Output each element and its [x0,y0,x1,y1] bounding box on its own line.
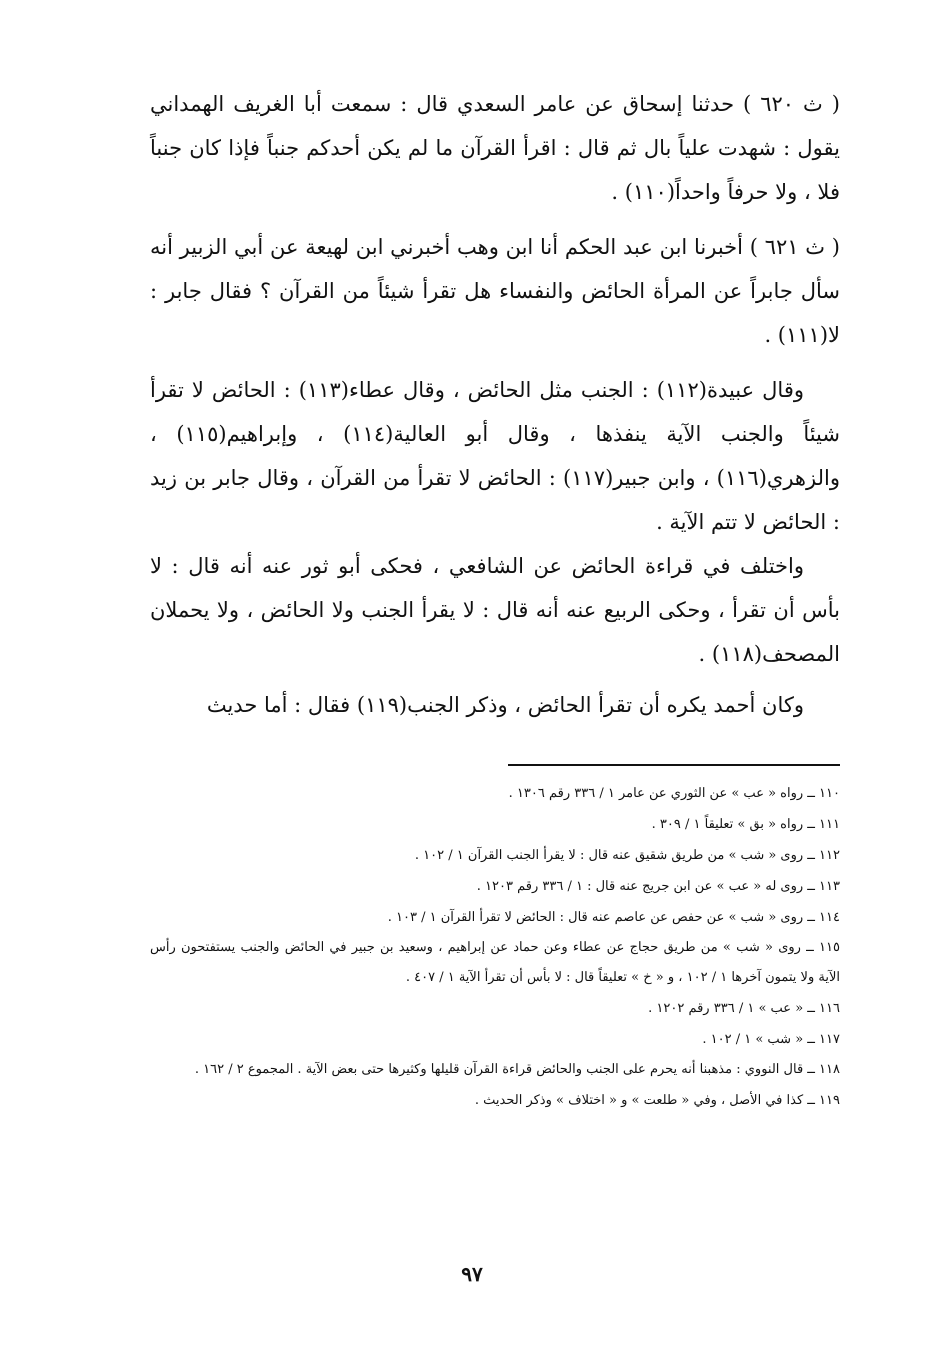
footnote-116: ١١٦ ــ « عب » ١ / ٣٣٦ رقم ١٢٠٢ . [648,1001,840,1016]
main-text-body [150,82,840,727]
shafii-disagreement-paragraph: واختلف في قراءة الحائض عن الشافعي ، فحكى أبو ثور عنه أنه قال : لا بأس أن تقرأ ، وحكى الربيع عنه أنه قال : لا يقرأ الجنب ولا الحائض ، ولا يحملان المصحف(١١٨) . [150,554,840,666]
ahmad-opinion-paragraph: وكان أحمد يكره أن تقرأ الحائض ، وذكر الجنب(١١٩) فقال : أما حديث [206,693,804,717]
footnote-118: ١١٨ ــ قال النووي : مذهبنا أنه يحرم على الجنب والحائض قراءة القرآن قليلها وكثيرها حتى بعض الآية . المجموع ٢ / ١٦٢ . [194,1062,840,1077]
hadith-620-paragraph: ( ث ٦٢٠ ) حدثنا إسحاق عن عامر السعدي قال : سمعت أبا الغريف الهمداني يقول : شهدت علياً بال ثم قال : اقرأ القرآن ما لم يكن أحدكم جنباً فإذا كان جنباً فلا ، ولا حرفاً واحداً(١١٠) . [150,92,840,204]
footnote-110: ١١٠ ــ رواه « عب » عن الثوري عن عامر ١ / ٣٣٦ رقم ١٣٠٦ . [508,786,840,801]
footnote-111: ١١١ ــ رواه « بق » تعليقاً ١ / ٣٠٩ . [651,817,840,832]
scholars-opinions-paragraph: وقال عبيدة(١١٢) : الجنب مثل الحائض ، وقال عطاء(١١٣) : الحائض لا تقرأ شيئاً والجنب الآية ينفذها ، وقال أبو العالية(١١٤) ، وإبراهيم(١١٥) ، والزهري(١١٦) ، وابن جبير(١١٧) : الحائض لا تقرأ من القرآن ، وقال جابر بن زيد : الحائض لا تتم الآية . [150,378,840,534]
footnote-112: ١١٢ ــ روى « شب » من طريق شقيق عنه قال : لا يقرأ الجنب القرآن ١ / ١٠٢ . [414,848,840,863]
footnote-114: ١١٤ ــ روى « شب » عن حفص عن عاصم عنه قال : الحائض لا تقرأ القرآن ١ / ١٠٣ . [387,910,840,925]
footnote-119: ١١٩ ــ كذا في الأصل ، وفي « طلعت » و « اختلاف » وذكر الحديث . [474,1093,840,1108]
footnote-divider [508,764,840,766]
hadith-621-paragraph: ( ث ٦٢١ ) أخبرنا ابن عبد الحكم أنا ابن وهب أخبرني ابن لهيعة عن أبي الزبير أنه سأل جابراً عن المرأة الحائض والنفساء هل تقرأ شيئاً من القرآن ؟ فقال جابر : لا(١١١) . [150,235,840,347]
footnotes-section [150,778,840,1116]
footnote-117: ١١٧ ــ « شب » ١ / ١٠٢ . [702,1032,840,1047]
footnote-113: ١١٣ ــ روى له « عب » عن ابن جريج عنه قال : ١ / ٣٣٦ رقم ١٢٠٣ . [476,879,840,894]
footnote-115: ١١٥ ــ روى « شب » من طريق حجاج عن عطاء وعن حماد عن إبراهيم ، وسعيد بن جبير في الحائض والجنب يستفتحون رأس الآية ولا يتمون آخرها ١ / ١٠٢ ، و « خ » تعليقاً قال : لا بأس أن تقرأ الآية ١ / ٤٠٧ . [150,940,840,985]
page-number: ٩٧ [461,1262,483,1286]
